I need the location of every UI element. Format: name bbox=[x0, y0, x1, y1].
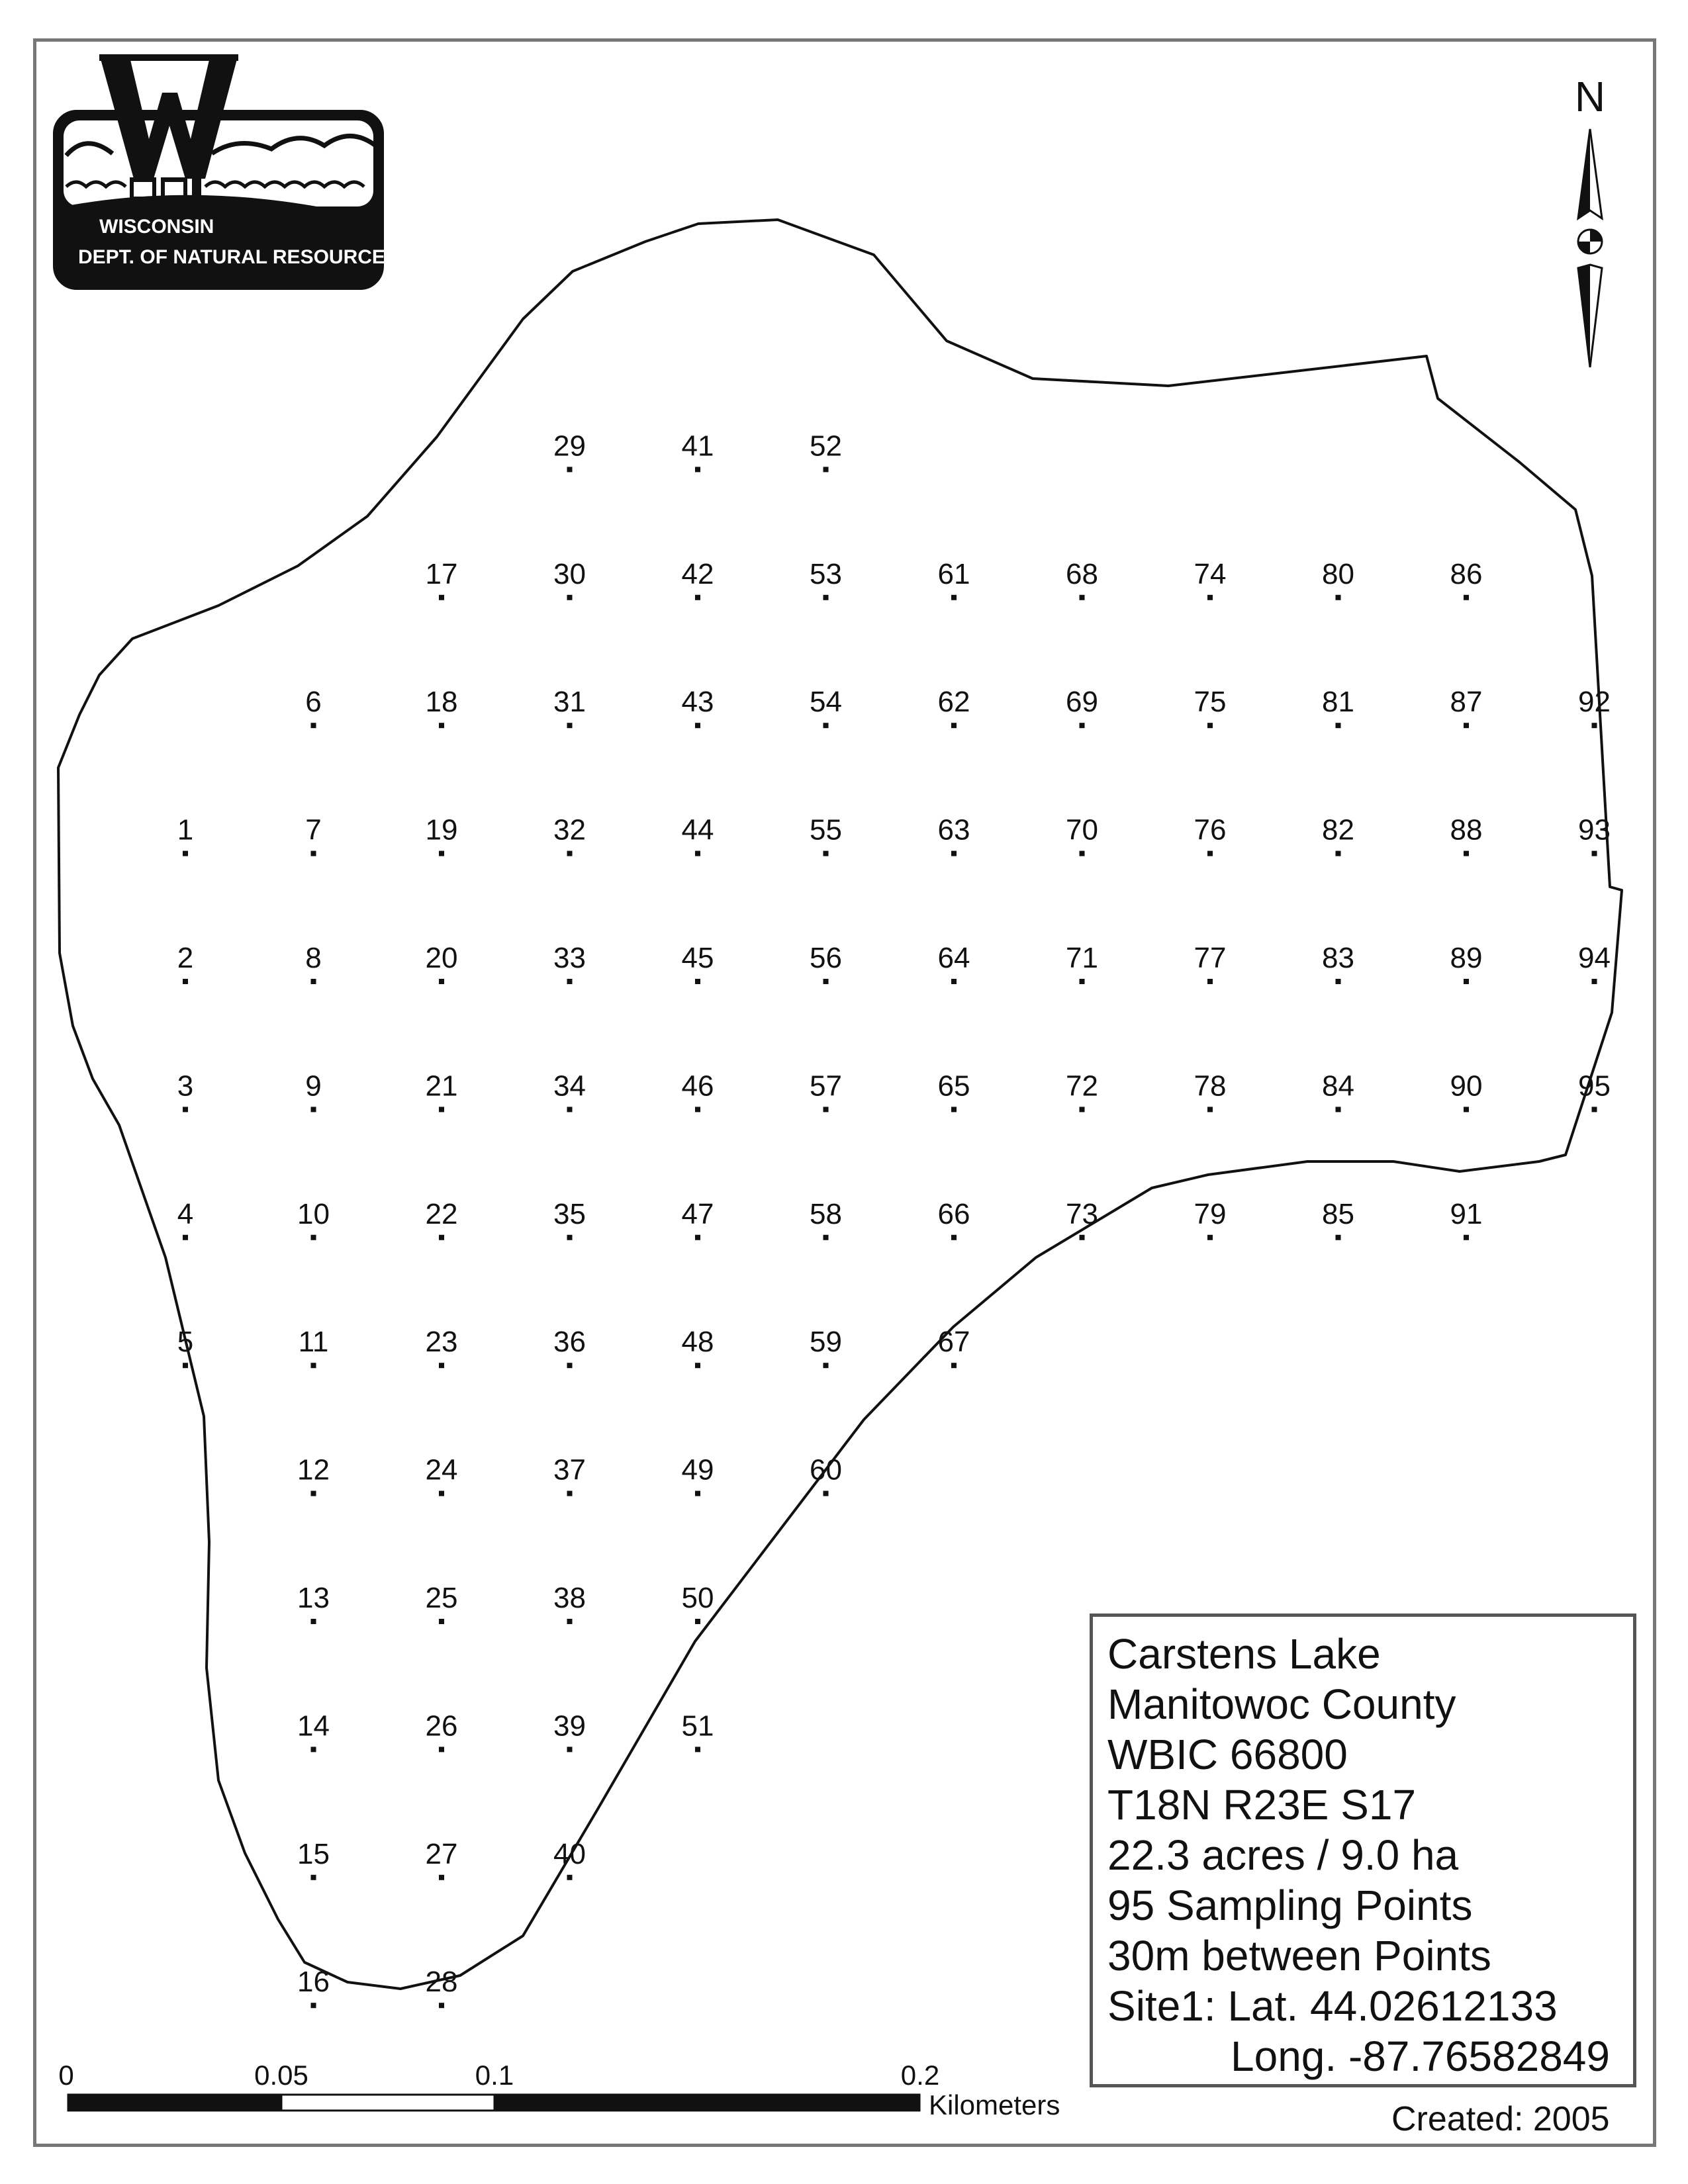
sampling-point-label: 26 bbox=[425, 1709, 458, 1743]
sampling-point-label: 82 bbox=[1322, 813, 1354, 846]
sampling-point-label: 79 bbox=[1194, 1197, 1227, 1230]
sampling-point-marker bbox=[567, 467, 573, 472]
sampling-point-marker bbox=[439, 1107, 444, 1112]
sampling-point-label: 85 bbox=[1322, 1197, 1354, 1230]
sampling-point-label: 80 bbox=[1322, 557, 1354, 590]
sampling-point-marker bbox=[1464, 723, 1469, 728]
sampling-point-marker bbox=[1336, 723, 1341, 728]
sampling-point-marker bbox=[439, 1491, 444, 1496]
sampling-point-label: 10 bbox=[297, 1197, 330, 1230]
sampling-point-label: 47 bbox=[681, 1197, 714, 1230]
sampling-point-marker bbox=[439, 595, 444, 600]
sampling-point-marker bbox=[567, 1107, 573, 1112]
sampling-point-marker bbox=[1336, 1107, 1341, 1112]
sampling-point-label: 50 bbox=[681, 1582, 714, 1614]
lake-info-box bbox=[1090, 1614, 1636, 2087]
sampling-point-marker bbox=[1336, 979, 1341, 984]
sampling-point-marker bbox=[1080, 723, 1085, 728]
sampling-point-marker bbox=[311, 1363, 316, 1368]
sampling-point-label: 41 bbox=[681, 430, 714, 463]
logo-line2: DEPT. OF NATURAL RESOURCES bbox=[78, 246, 399, 268]
sampling-point-label: 44 bbox=[681, 813, 714, 846]
sampling-point-label: 46 bbox=[681, 1069, 714, 1103]
sampling-point-marker bbox=[823, 467, 829, 472]
sampling-point-label: 94 bbox=[1578, 942, 1611, 974]
scale-unit: Kilometers bbox=[929, 2089, 1060, 2120]
sampling-point-label: 18 bbox=[425, 686, 458, 719]
sampling-point-marker bbox=[1207, 595, 1213, 600]
sampling-point-label: 54 bbox=[810, 686, 842, 719]
created-date: Created: 2005 bbox=[1391, 2100, 1610, 2138]
sampling-point-label: 81 bbox=[1322, 686, 1354, 719]
sampling-point-marker bbox=[695, 467, 700, 472]
sampling-point-marker bbox=[1592, 851, 1597, 856]
sampling-point-label: 3 bbox=[177, 1069, 194, 1103]
sampling-point-label: 89 bbox=[1450, 942, 1483, 974]
sampling-point-label: 59 bbox=[810, 1326, 842, 1359]
sampling-point-label: 40 bbox=[553, 1837, 586, 1870]
sampling-point-marker bbox=[183, 1107, 188, 1112]
sampling-point-marker bbox=[695, 595, 700, 600]
sampling-point-marker bbox=[1080, 979, 1085, 984]
sampling-point-label: 13 bbox=[297, 1582, 330, 1614]
sampling-point-label: 19 bbox=[425, 813, 458, 846]
sampling-point-label: 9 bbox=[305, 1069, 322, 1103]
sampling-point-label: 20 bbox=[425, 942, 458, 974]
sampling-point-label: 55 bbox=[810, 813, 842, 846]
scale-bar bbox=[58, 2060, 1060, 2120]
sampling-point-marker bbox=[567, 1235, 573, 1240]
sampling-point-label: 60 bbox=[810, 1453, 842, 1486]
sampling-point-label: 7 bbox=[305, 813, 322, 846]
sampling-point-marker bbox=[695, 851, 700, 856]
sampling-point-label: 53 bbox=[810, 557, 842, 590]
sampling-point-label: 37 bbox=[553, 1453, 586, 1486]
sampling-point-marker bbox=[1207, 723, 1213, 728]
sampling-point-label: 27 bbox=[425, 1837, 458, 1870]
sampling-point-label: 61 bbox=[937, 557, 970, 590]
sampling-point-label: 73 bbox=[1066, 1197, 1098, 1230]
info-lake-name: Carstens Lake bbox=[1107, 1630, 1381, 1678]
sampling-point-label: 34 bbox=[553, 1069, 586, 1103]
sampling-point-marker bbox=[311, 979, 316, 984]
sampling-point-marker bbox=[823, 595, 829, 600]
sampling-point-label: 77 bbox=[1194, 942, 1227, 974]
sampling-point-label: 68 bbox=[1066, 557, 1098, 590]
sampling-point-marker bbox=[823, 1491, 829, 1496]
sampling-point-marker bbox=[311, 1747, 316, 1752]
sampling-point-marker bbox=[567, 1491, 573, 1496]
sampling-point-marker bbox=[439, 1747, 444, 1752]
scale-tick-3: 0.2 bbox=[900, 2060, 940, 2091]
sampling-point-label: 25 bbox=[425, 1582, 458, 1614]
sampling-point-label: 21 bbox=[425, 1069, 458, 1103]
sampling-point-marker bbox=[439, 1235, 444, 1240]
sampling-point-label: 33 bbox=[553, 942, 586, 974]
sampling-point-marker bbox=[1080, 1107, 1085, 1112]
info-county: Manitowoc County bbox=[1107, 1680, 1456, 1728]
info-site-lat: Site1: Lat. 44.02612133 bbox=[1107, 1982, 1558, 2030]
info-area: 22.3 acres / 9.0 ha bbox=[1107, 1831, 1459, 1879]
sampling-point-label: 86 bbox=[1450, 557, 1483, 590]
sampling-point-label: 83 bbox=[1322, 942, 1354, 974]
sampling-point-label: 43 bbox=[681, 686, 714, 719]
sampling-point-marker bbox=[311, 723, 316, 728]
sampling-point-label: 35 bbox=[553, 1197, 586, 1230]
sampling-point-label: 76 bbox=[1194, 813, 1227, 846]
sampling-point-marker bbox=[1080, 1235, 1085, 1240]
info-site-long: Long. -87.76582849 bbox=[1231, 2032, 1610, 2080]
sampling-point-label: 42 bbox=[681, 557, 714, 590]
sampling-point-marker bbox=[951, 979, 957, 984]
sampling-point-label: 4 bbox=[177, 1197, 194, 1230]
sampling-point-label: 6 bbox=[305, 686, 322, 719]
sampling-point-label: 63 bbox=[937, 813, 970, 846]
sampling-point-label: 5 bbox=[177, 1326, 194, 1359]
sampling-point-label: 30 bbox=[553, 557, 586, 590]
sampling-point-label: 1 bbox=[177, 813, 194, 846]
sampling-point-marker bbox=[695, 1747, 700, 1752]
sampling-point-marker bbox=[1336, 595, 1341, 600]
sampling-point-label: 48 bbox=[681, 1326, 714, 1359]
sampling-point-label: 69 bbox=[1066, 686, 1098, 719]
sampling-point-marker bbox=[311, 2003, 316, 2008]
sampling-point-marker bbox=[183, 979, 188, 984]
sampling-point-label: 92 bbox=[1578, 686, 1611, 719]
north-label: N bbox=[1574, 73, 1606, 120]
sampling-point-marker bbox=[567, 1875, 573, 1880]
sampling-point-label: 51 bbox=[681, 1709, 714, 1743]
sampling-point-marker bbox=[951, 723, 957, 728]
sampling-point-label: 88 bbox=[1450, 813, 1483, 846]
sampling-point-label: 91 bbox=[1450, 1197, 1483, 1230]
sampling-point-marker bbox=[311, 1107, 316, 1112]
sampling-point-marker bbox=[311, 851, 316, 856]
sampling-point-label: 66 bbox=[937, 1197, 970, 1230]
sampling-point-label: 72 bbox=[1066, 1069, 1098, 1103]
scale-tick-1: 0.05 bbox=[254, 2060, 308, 2091]
sampling-point-label: 57 bbox=[810, 1069, 842, 1103]
sampling-point-label: 32 bbox=[553, 813, 586, 846]
sampling-point-label: 29 bbox=[553, 430, 586, 463]
sampling-point-label: 90 bbox=[1450, 1069, 1483, 1103]
sampling-point-label: 62 bbox=[937, 686, 970, 719]
sampling-point-label: 38 bbox=[553, 1582, 586, 1614]
sampling-point-marker bbox=[311, 1491, 316, 1496]
sampling-point-marker bbox=[567, 1619, 573, 1624]
sampling-point-label: 64 bbox=[937, 942, 970, 974]
sampling-point-marker bbox=[823, 1235, 829, 1240]
sampling-point-marker bbox=[439, 979, 444, 984]
sampling-point-marker bbox=[823, 723, 829, 728]
sampling-point-marker bbox=[695, 1363, 700, 1368]
sampling-point-marker bbox=[439, 851, 444, 856]
sampling-point-label: 49 bbox=[681, 1453, 714, 1486]
sampling-point-label: 52 bbox=[810, 430, 842, 463]
info-point-count: 95 Sampling Points bbox=[1107, 1882, 1473, 1929]
sampling-point-label: 12 bbox=[297, 1453, 330, 1486]
sampling-point-marker bbox=[823, 1107, 829, 1112]
sampling-point-marker bbox=[439, 723, 444, 728]
sampling-point-label: 84 bbox=[1322, 1069, 1354, 1103]
sampling-point-label: 28 bbox=[425, 1966, 458, 1999]
sampling-point-label: 16 bbox=[297, 1966, 330, 1999]
sampling-point-marker bbox=[567, 979, 573, 984]
sampling-point-marker bbox=[1592, 979, 1597, 984]
sampling-point-marker bbox=[951, 1363, 957, 1368]
sampling-point-marker bbox=[439, 1619, 444, 1624]
sampling-point-marker bbox=[183, 1363, 188, 1368]
sampling-point-label: 75 bbox=[1194, 686, 1227, 719]
sampling-point-marker bbox=[1207, 1107, 1213, 1112]
sampling-point-label: 8 bbox=[305, 942, 322, 974]
sampling-point-marker bbox=[951, 851, 957, 856]
sampling-point-marker bbox=[311, 1619, 316, 1624]
north-arrow-icon bbox=[1575, 73, 1605, 367]
sampling-point-marker bbox=[311, 1875, 316, 1880]
sampling-point-marker bbox=[567, 1363, 573, 1368]
sampling-point-marker bbox=[823, 1363, 829, 1368]
sampling-point-marker bbox=[695, 979, 700, 984]
sampling-point-marker bbox=[1592, 723, 1597, 728]
info-wbic: WBIC 66800 bbox=[1107, 1731, 1348, 1778]
sampling-point-label: 2 bbox=[177, 942, 194, 974]
sampling-point-marker bbox=[823, 851, 829, 856]
sampling-point-label: 15 bbox=[297, 1837, 330, 1870]
sampling-point-marker bbox=[1207, 851, 1213, 856]
sampling-point-label: 93 bbox=[1578, 813, 1611, 846]
sampling-point-label: 11 bbox=[298, 1326, 329, 1359]
sampling-point-marker bbox=[1336, 851, 1341, 856]
sampling-point-label: 24 bbox=[425, 1453, 458, 1486]
sampling-point-marker bbox=[1080, 595, 1085, 600]
sampling-point-marker bbox=[1464, 1235, 1469, 1240]
info-plss: T18N R23E S17 bbox=[1107, 1781, 1417, 1829]
sampling-point-marker bbox=[1464, 979, 1469, 984]
sampling-point-marker bbox=[567, 1747, 573, 1752]
sampling-point-marker bbox=[695, 1491, 700, 1496]
sampling-point-label: 56 bbox=[810, 942, 842, 974]
sampling-point-label: 58 bbox=[810, 1197, 842, 1230]
sampling-point-label: 74 bbox=[1194, 557, 1227, 590]
sampling-point-label: 95 bbox=[1578, 1069, 1611, 1103]
sampling-point-label: 71 bbox=[1066, 942, 1098, 974]
sampling-point-label: 39 bbox=[553, 1709, 586, 1743]
sampling-point-label: 78 bbox=[1194, 1069, 1227, 1103]
sampling-point-marker bbox=[183, 851, 188, 856]
sampling-point-label: 14 bbox=[297, 1709, 330, 1743]
sampling-point-marker bbox=[695, 1619, 700, 1624]
sampling-point-marker bbox=[695, 1107, 700, 1112]
sampling-point-marker bbox=[567, 723, 573, 728]
sampling-point-marker bbox=[311, 1235, 316, 1240]
sampling-point-label: 67 bbox=[937, 1326, 970, 1359]
info-spacing: 30m between Points bbox=[1107, 1932, 1491, 1979]
sampling-point-label: 17 bbox=[425, 557, 458, 590]
sampling-point-marker bbox=[951, 595, 957, 600]
sampling-point-marker bbox=[1336, 1235, 1341, 1240]
sampling-point-marker bbox=[1080, 851, 1085, 856]
sampling-point-marker bbox=[183, 1235, 188, 1240]
wdnr-logo bbox=[54, 54, 399, 289]
sampling-point-label: 65 bbox=[937, 1069, 970, 1103]
sampling-point-label: 87 bbox=[1450, 686, 1483, 719]
scale-tick-0: 0 bbox=[58, 2060, 74, 2091]
sampling-point-label: 31 bbox=[553, 686, 586, 719]
sampling-point-marker bbox=[567, 595, 573, 600]
sampling-point-marker bbox=[1207, 979, 1213, 984]
sampling-point-marker bbox=[439, 1363, 444, 1368]
sampling-point-marker bbox=[1207, 1235, 1213, 1240]
scale-tick-2: 0.1 bbox=[475, 2060, 514, 2091]
sampling-point-label: 70 bbox=[1066, 813, 1098, 846]
sampling-point-label: 22 bbox=[425, 1197, 458, 1230]
sampling-point-label: 36 bbox=[553, 1326, 586, 1359]
sampling-point-marker bbox=[439, 2003, 444, 2008]
sampling-point-marker bbox=[823, 979, 829, 984]
sampling-point-marker bbox=[695, 723, 700, 728]
sampling-point-label: 45 bbox=[681, 942, 714, 974]
sampling-point-marker bbox=[1464, 851, 1469, 856]
sampling-point-marker bbox=[951, 1235, 957, 1240]
logo-line1: WISCONSIN bbox=[99, 216, 214, 238]
sampling-point-marker bbox=[1464, 595, 1469, 600]
sampling-point-marker bbox=[439, 1875, 444, 1880]
sampling-point-marker bbox=[1592, 1107, 1597, 1112]
sampling-point-marker bbox=[951, 1107, 957, 1112]
sampling-point-marker bbox=[695, 1235, 700, 1240]
sampling-point-label: 23 bbox=[425, 1326, 458, 1359]
sampling-point-marker bbox=[567, 851, 573, 856]
sampling-point-marker bbox=[1464, 1107, 1469, 1112]
